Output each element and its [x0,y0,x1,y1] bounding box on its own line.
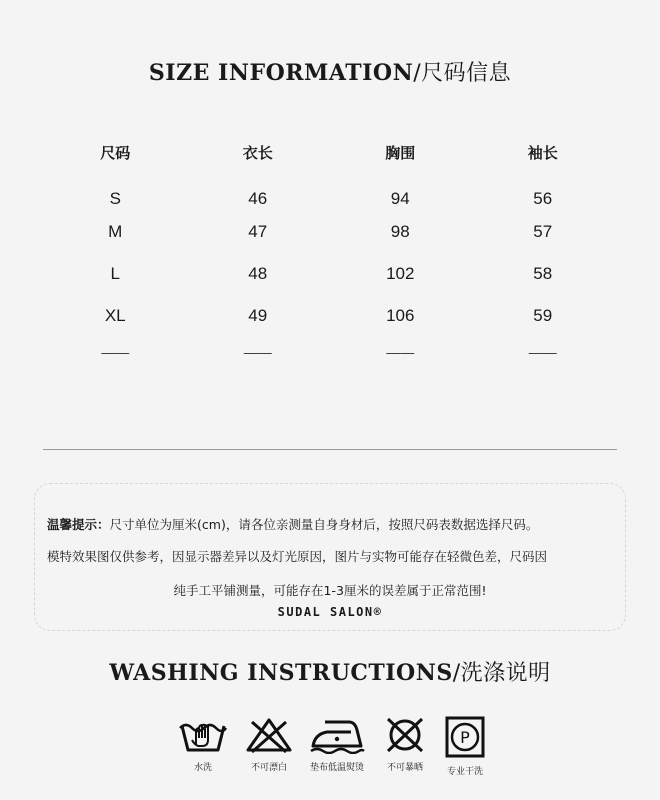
table-row [44,337,614,367]
notice-text-1: 尺寸单位为厘米(cm)，请各位亲测量自身身材后，按照尺码表数据选择尺码。 [109,517,539,532]
table-cell: —— [386,344,415,360]
table-row [44,211,614,253]
table-cell: 57 [533,222,553,241]
notice-line-2: 模特效果图仅供参考，因显示器差异以及灯光原因，图片与实物可能存在轻微色差，尺码因 [47,549,548,564]
iron-with-cloth-icon [309,716,365,754]
table-cell: 59 [533,306,553,325]
table-row [44,169,614,211]
table-cell: 94 [390,189,410,208]
notice-line-3: 纯手工平铺测量，可能存在1-3厘米的误差属于正常范围! [173,583,487,598]
wash-icon-label: 垫布低温熨烫 [309,763,364,773]
header-chest: 胸围 [385,143,416,162]
table-row [44,295,614,337]
header-length: 衣长 [242,143,273,162]
table-cell: 56 [533,189,553,208]
wash-icons [168,716,498,786]
wash-icon-item [302,716,372,773]
notice-line-1 [47,510,538,540]
table-cell: —— [101,344,130,360]
wash-icon-label: 不可暴晒 [386,763,423,773]
size-information-title [0,56,660,87]
professional-dry-clean-icon [440,716,490,758]
size-title-en: SIZE INFORMATION [148,60,414,86]
no-tumble-dry-icon [380,716,430,754]
size-table-header-row [44,135,614,169]
table-cell: 47 [248,222,268,241]
table-cell: M [108,222,123,241]
washing-instructions-title [0,656,660,687]
size-title-zh: /尺码信息 [413,61,512,86]
table-cell: 106 [386,306,415,325]
header-sleeve: 袖长 [527,143,558,162]
size-table [44,135,614,367]
wash-icon-item [168,716,238,773]
table-cell: S [109,189,121,208]
section-divider [43,449,617,450]
table-cell: 46 [248,189,268,208]
table-cell: 98 [390,222,410,241]
table-cell: —— [243,344,272,360]
wash-icon-item [234,716,304,773]
wash-icon-item [430,716,500,777]
header-size: 尺码 [100,143,131,162]
brand-logo: SUDAL SALON® [277,605,383,619]
table-cell: —— [528,344,557,360]
no-bleach-icon [244,716,294,754]
svg-text:P: P [460,728,470,747]
table-row [44,253,614,295]
wash-title-en: WASHING INSTRUCTIONS [109,660,453,686]
notice-box [34,483,626,631]
notice-label: 温馨提示： [47,517,110,532]
table-cell: 49 [248,306,268,325]
wash-title-zh: /洗涤说明 [452,661,551,686]
hand-wash-icon [178,716,228,754]
wash-icon-label: 水洗 [193,763,212,773]
table-cell: 58 [533,264,553,283]
table-cell: XL [104,306,126,325]
table-cell: 48 [248,264,268,283]
wash-icon-label: 不可漂白 [250,763,287,773]
wash-icon-label: 专业干洗 [446,767,483,777]
table-cell: L [110,264,120,283]
table-cell: 102 [386,264,415,283]
